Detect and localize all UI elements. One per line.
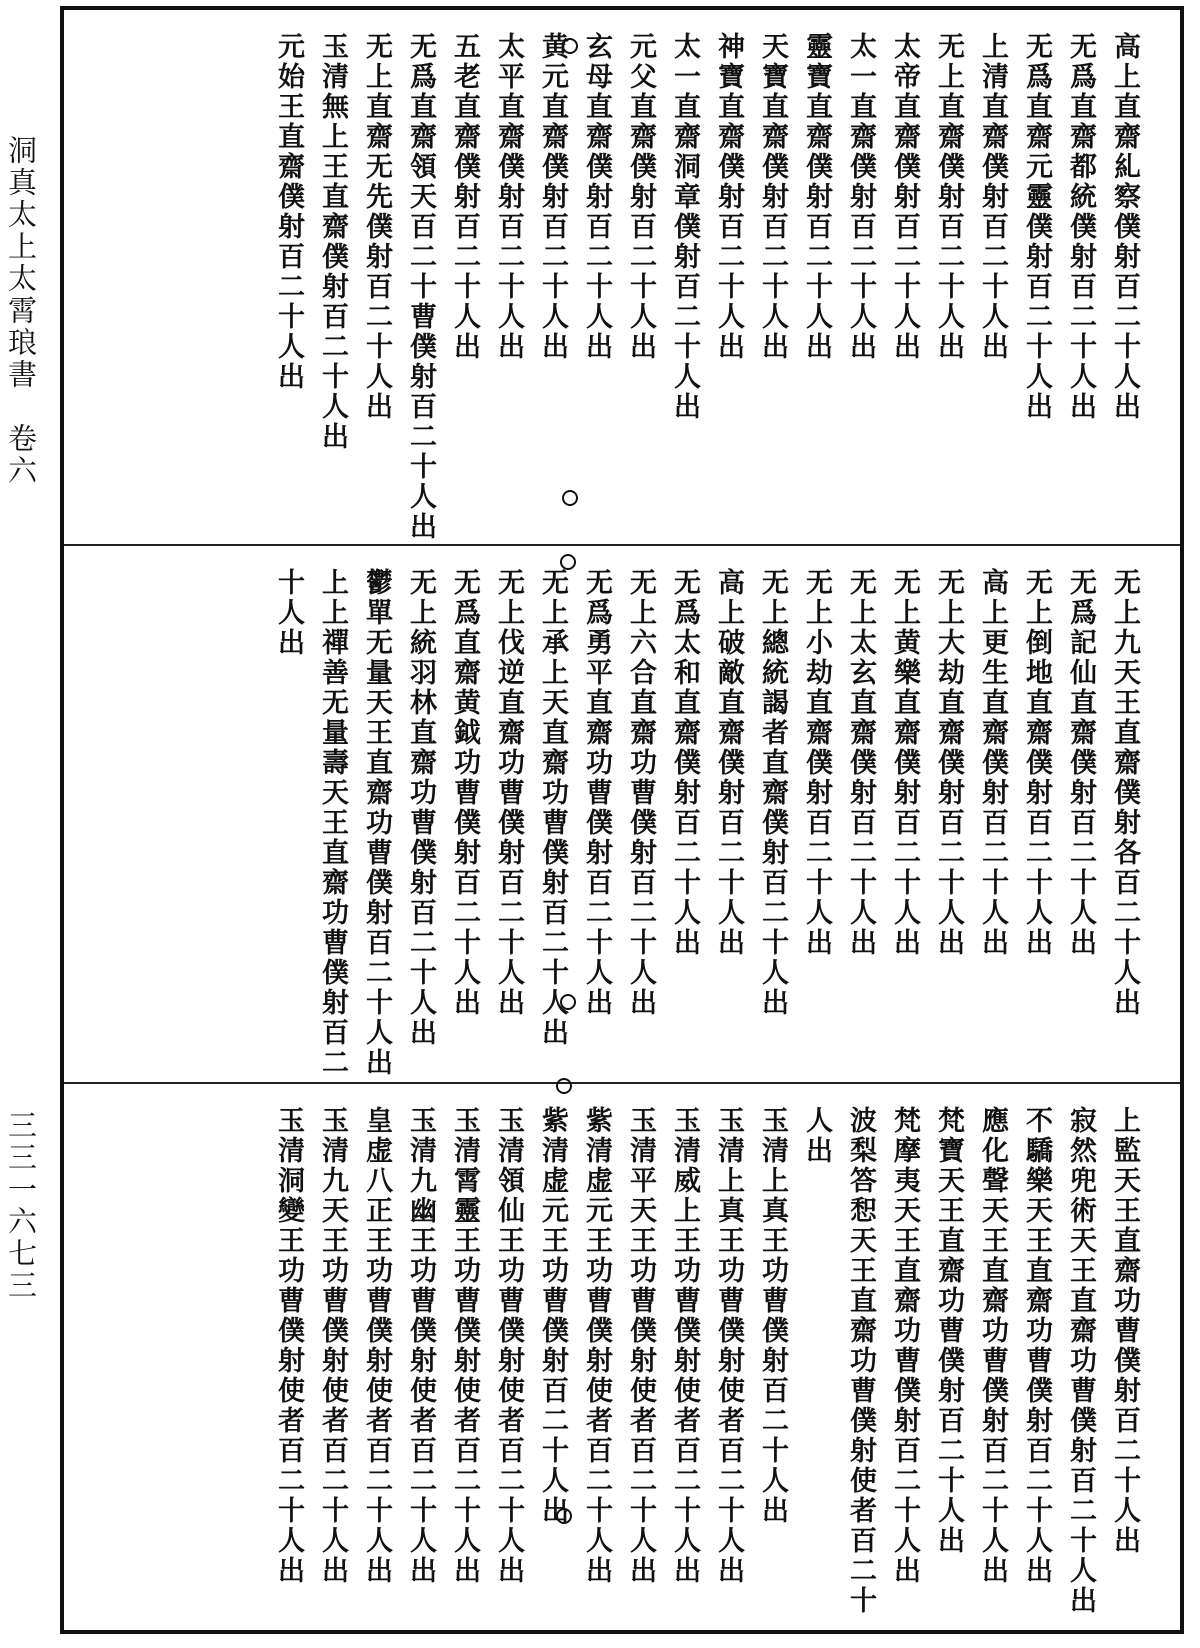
text-column: 靈寶直齋僕射百二十人出 <box>801 32 832 362</box>
text-column: 黄元直齋僕射百二十人出 <box>537 32 568 362</box>
text-column: 高上直齋糺察僕射百二十人出 <box>1109 32 1140 422</box>
text-column: 无上伐逆直齋功曹僕射百二十人出 <box>493 568 524 1018</box>
text-column: 玉清上真王功曹僕射百二十人出 <box>757 1106 788 1526</box>
text-column: 玉清無上王直齋僕射百二十人出 <box>317 32 348 452</box>
text-column: 人出 <box>801 1106 832 1166</box>
text-column: 太一直齋洞章僕射百二十人出 <box>669 32 700 422</box>
text-column: 无上直齋僕射百二十人出 <box>933 32 964 362</box>
text-column: 无上小劫直齋僕射百二十人出 <box>801 568 832 958</box>
text-column: 太平直齋僕射百二十人出 <box>493 32 524 362</box>
text-column: 高上破敵直齋僕射百二十人出 <box>713 568 744 958</box>
text-column: 玉清威上王功曹僕射使者百二十人出 <box>669 1106 700 1586</box>
text-column: 无上直齋无先僕射百二十人出 <box>361 32 392 422</box>
text-column: 无爲直齋領天百二十曹僕射百二十人出 <box>405 32 436 542</box>
page-frame <box>60 6 1184 1634</box>
text-column: 元始王直齋僕射百二十人出 <box>273 32 304 392</box>
text-column: 无上統羽林直齋功曹僕射百二十人出 <box>405 568 436 1048</box>
text-column: 玉清洞變王功曹僕射使者百二十人出 <box>273 1106 304 1586</box>
text-column: 无爲直齋元靈僕射百二十人出 <box>1021 32 1052 422</box>
text-column: 无上承上天直齋功曹僕射百二十人出 <box>537 568 568 1048</box>
punctuation-circle-mark <box>562 38 578 54</box>
text-column: 无上九天王直齋僕射各百二十人出 <box>1109 568 1140 1018</box>
text-column: 紫清虚元王功曹僕射百二十人出 <box>537 1106 568 1526</box>
text-column: 梵摩夷天王直齋功曹僕射百二十人出 <box>889 1106 920 1586</box>
text-column: 十人出 <box>273 568 304 658</box>
text-column: 神寶直齋僕射百二十人出 <box>713 32 744 362</box>
punctuation-circle-mark <box>560 554 576 570</box>
text-column: 玉清領仙王功曹僕射使者百二十人出 <box>493 1106 524 1586</box>
text-column: 應化聲天王直齋功曹僕射百二十人出 <box>977 1106 1008 1586</box>
text-column: 玉清九幽王功曹僕射使者百二十人出 <box>405 1106 436 1586</box>
text-column: 玉清平天王功曹僕射使者百二十人出 <box>625 1106 656 1586</box>
margin-page-number: 三三一六七三 <box>4 1110 38 1302</box>
text-column: 无上總統謁者直齋僕射百二十人出 <box>757 568 788 1018</box>
text-column: 鬱單无量天王直齋功曹僕射百二十人出 <box>361 568 392 1078</box>
punctuation-circle-mark <box>556 1508 572 1524</box>
punctuation-circle-mark <box>560 994 576 1010</box>
text-panel-top <box>64 10 1180 546</box>
text-column: 上監天王直齋功曹僕射百二十人出 <box>1109 1106 1140 1556</box>
text-column: 玉清上真王功曹僕射使者百二十人出 <box>713 1106 744 1586</box>
text-column: 元父直齋僕射百二十人出 <box>625 32 656 362</box>
text-column: 无上六合直齋功曹僕射百二十人出 <box>625 568 656 1018</box>
text-column: 无上黄樂直齋僕射百二十人出 <box>889 568 920 958</box>
text-column: 玄母直齋僕射百二十人出 <box>581 32 612 362</box>
text-column: 皇虚八正王功曹僕射使者百二十人出 <box>361 1106 392 1586</box>
text-column: 不驕樂天王直齋功曹僕射百二十人出 <box>1021 1106 1052 1586</box>
text-panel-middle <box>64 546 1180 1084</box>
text-column: 无爲勇平直齋功曹僕射百二十人出 <box>581 568 612 1018</box>
text-column: 无爲直齋黄鉞功曹僕射百二十人出 <box>449 568 480 1018</box>
text-column: 无爲記仙直齋僕射百二十人出 <box>1065 568 1096 958</box>
text-column: 无爲太和直齋僕射百二十人出 <box>669 568 700 958</box>
text-column: 玉清九天王功曹僕射使者百二十人出 <box>317 1106 348 1586</box>
text-column: 上清直齋僕射百二十人出 <box>977 32 1008 362</box>
text-column: 波梨答惒天王直齋功曹僕射使者百二十 <box>845 1106 876 1616</box>
text-column: 玉清霄靈王功曹僕射使者百二十人出 <box>449 1106 480 1586</box>
text-column: 无上太玄直齋僕射百二十人出 <box>845 568 876 958</box>
punctuation-circle-mark <box>562 490 578 506</box>
text-column: 无上大劫直齋僕射百二十人出 <box>933 568 964 958</box>
text-column: 高上更生直齋僕射百二十人出 <box>977 568 1008 958</box>
text-column: 无上倒地直齋僕射百二十人出 <box>1021 568 1052 958</box>
text-column: 太一直齋僕射百二十人出 <box>845 32 876 362</box>
text-column: 寂然兜術天王直齋功曹僕射百二十人出 <box>1065 1106 1096 1616</box>
text-column: 无爲直齋都統僕射百二十人出 <box>1065 32 1096 422</box>
text-column: 紫清虚元王功曹僕射使者百二十人出 <box>581 1106 612 1586</box>
punctuation-circle-mark <box>556 1078 572 1094</box>
text-column: 上上禪善无量壽天王直齋功曹僕射百二 <box>317 568 348 1078</box>
text-column: 太帝直齋僕射百二十人出 <box>889 32 920 362</box>
text-column: 五老直齋僕射百二十人出 <box>449 32 480 362</box>
text-column: 梵寶天王直齋功曹僕射百二十人出 <box>933 1106 964 1556</box>
text-panel-bottom <box>64 1084 1180 1634</box>
margin-book-title: 洞真太上太霄琅書 卷六 <box>4 135 38 487</box>
text-column: 天寶直齋僕射百二十人出 <box>757 32 788 362</box>
